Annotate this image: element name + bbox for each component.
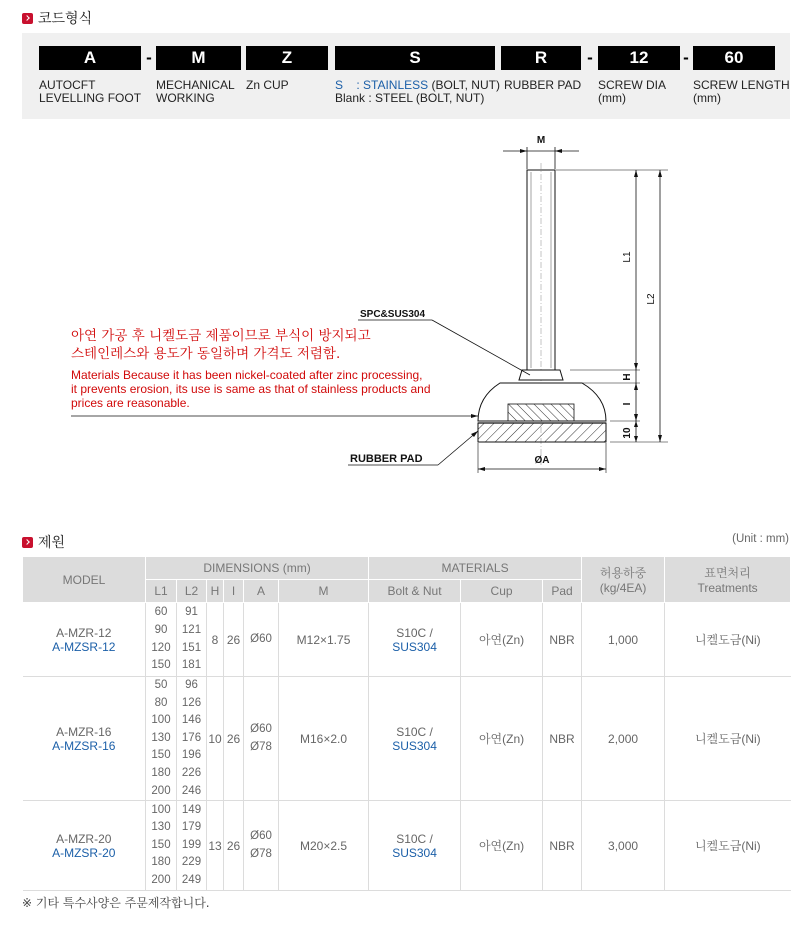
header-pad: Pad [543, 580, 582, 603]
header-load: 허용하중 (kg/4EA) [582, 557, 665, 603]
h-cell: 10 [207, 677, 224, 801]
code-label-length: SCREW LENGTH (mm) [693, 78, 790, 105]
bolt-cell: S10C / SUS304 [369, 801, 461, 891]
note-en-line: it prevents erosion, its use is same as that of stainless products and [71, 382, 431, 396]
note-en-line: Materials Because it has been nickel-coated after zinc processing, [71, 368, 423, 382]
h-cell: 8 [207, 603, 224, 677]
note-ko-line: 스테인레스와 용도가 동일하며 가격도 저렴함. [71, 346, 341, 362]
header-i: I [224, 580, 244, 603]
code-segment-z: Z [246, 46, 328, 70]
pad-cell: NBR [543, 801, 582, 891]
code-segment-a: A [39, 46, 141, 70]
model-cell: A-MZR-12 A-MZSR-12 [23, 603, 146, 677]
code-format-box [22, 33, 790, 119]
i-cell: 26 [224, 801, 244, 891]
code-label-m: MECHANICAL WORKING [156, 78, 235, 105]
code-format-title: 코드형식 [38, 11, 93, 27]
dim-10-label: 10 [622, 427, 633, 439]
code-segment-r: R [501, 46, 581, 70]
header-bolt: Bolt & Nut [369, 580, 461, 603]
treatment-cell: 니켈도금(Ni) [665, 603, 791, 677]
code-segment-dia: 12 [598, 46, 680, 70]
load-cell: 3,000 [582, 801, 665, 891]
code-dash: - [683, 48, 689, 67]
l2-cell: 96 126 146 176 196 226 246 [177, 677, 207, 801]
treatment-cell: 니켈도금(Ni) [665, 801, 791, 891]
material-note-korean [71, 327, 371, 363]
spec-table [22, 556, 791, 891]
header-m: M [279, 580, 369, 603]
chevron-right-icon [22, 13, 33, 24]
header-model: MODEL [23, 557, 146, 603]
cup-cell: 아연(Zn) [461, 801, 543, 891]
l1-cell: 100 130 150 180 200 [146, 801, 177, 891]
cup-cell: 아연(Zn) [461, 603, 543, 677]
dim-m-label: M [536, 135, 546, 146]
model-cell: A-MZR-16 A-MZSR-16 [23, 677, 146, 801]
code-label-r: RUBBER PAD [504, 78, 582, 92]
m-cell: M12×1.75 [279, 603, 369, 677]
material-label: SPC&SUS304 [360, 309, 426, 320]
note-ko-line: 아연 가공 후 니켈도금 제품이므로 부식이 방지되고 [71, 328, 371, 344]
spec-heading [22, 532, 65, 552]
dim-a-label: ØA [534, 455, 550, 466]
table-row [23, 603, 791, 677]
load-cell: 1,000 [582, 603, 665, 677]
header-treatments: 표면처리 Treatments [665, 557, 791, 603]
technical-drawing [0, 125, 793, 485]
cup-cell: 아연(Zn) [461, 677, 543, 801]
rubber-pad-label: RUBBER PAD [350, 453, 423, 465]
a-cell: Ø60 [244, 603, 279, 677]
chevron-right-icon [22, 537, 33, 548]
bolt-cell: S10C / SUS304 [369, 603, 461, 677]
code-label-z: Zn CUP [246, 78, 289, 92]
code-label-dia: SCREW DIA (mm) [598, 78, 667, 105]
table-row [23, 801, 791, 891]
a-cell: Ø60 Ø78 [244, 801, 279, 891]
code-label-a: AUTOCFT LEVELLING FOOT [39, 78, 142, 105]
h-cell: 13 [207, 801, 224, 891]
code-dash: - [587, 48, 593, 67]
l2-cell: 149 179 199 229 249 [177, 801, 207, 891]
code-segment-s: S [335, 46, 495, 70]
dim-l2-label: L2 [646, 293, 657, 305]
header-materials: MATERIALS [369, 557, 582, 580]
header-l1: L1 [146, 580, 177, 603]
code-dash: - [146, 48, 152, 67]
code-format-heading [22, 8, 92, 28]
levelling-foot-diagram [0, 125, 793, 485]
table-row [23, 677, 791, 801]
pad-cell: NBR [543, 677, 582, 801]
m-cell: M20×2.5 [279, 801, 369, 891]
l1-cell: 50 80 100 130 150 180 200 [146, 677, 177, 801]
m-cell: M16×2.0 [279, 677, 369, 801]
model-cell: A-MZR-20 A-MZSR-20 [23, 801, 146, 891]
spec-title: 제원 [38, 535, 66, 551]
load-cell: 2,000 [582, 677, 665, 801]
i-cell: 26 [224, 677, 244, 801]
code-label-s: S : STAINLESS (BOLT, NUT) Blank : STEEL (BOLT, NUT) [335, 78, 500, 105]
code-segment-length: 60 [693, 46, 775, 70]
l1-cell: 60 90 120 150 [146, 603, 177, 677]
treatment-cell: 니켈도금(Ni) [665, 677, 791, 801]
a-cell: Ø60 Ø78 [244, 677, 279, 801]
dim-l1-label: L1 [622, 251, 633, 263]
header-dimensions: DIMENSIONS (mm) [146, 557, 369, 580]
l2-cell: 91 121 151 181 [177, 603, 207, 677]
header-l2: L2 [177, 580, 207, 603]
dim-i-label: I [622, 402, 633, 406]
footnote: ※ 기타 특수사양은 주문제작합니다. [22, 896, 210, 910]
pad-cell: NBR [543, 603, 582, 677]
i-cell: 26 [224, 603, 244, 677]
code-segment-m: M [156, 46, 241, 70]
header-a: A [244, 580, 279, 603]
dim-h-label: H [622, 373, 633, 381]
header-cup: Cup [461, 580, 543, 603]
material-note-english [71, 368, 431, 410]
unit-label: (Unit : mm) [732, 533, 789, 545]
header-h: H [207, 580, 224, 603]
bolt-cell: S10C / SUS304 [369, 677, 461, 801]
note-en-line: prices are reasonable. [71, 396, 190, 410]
